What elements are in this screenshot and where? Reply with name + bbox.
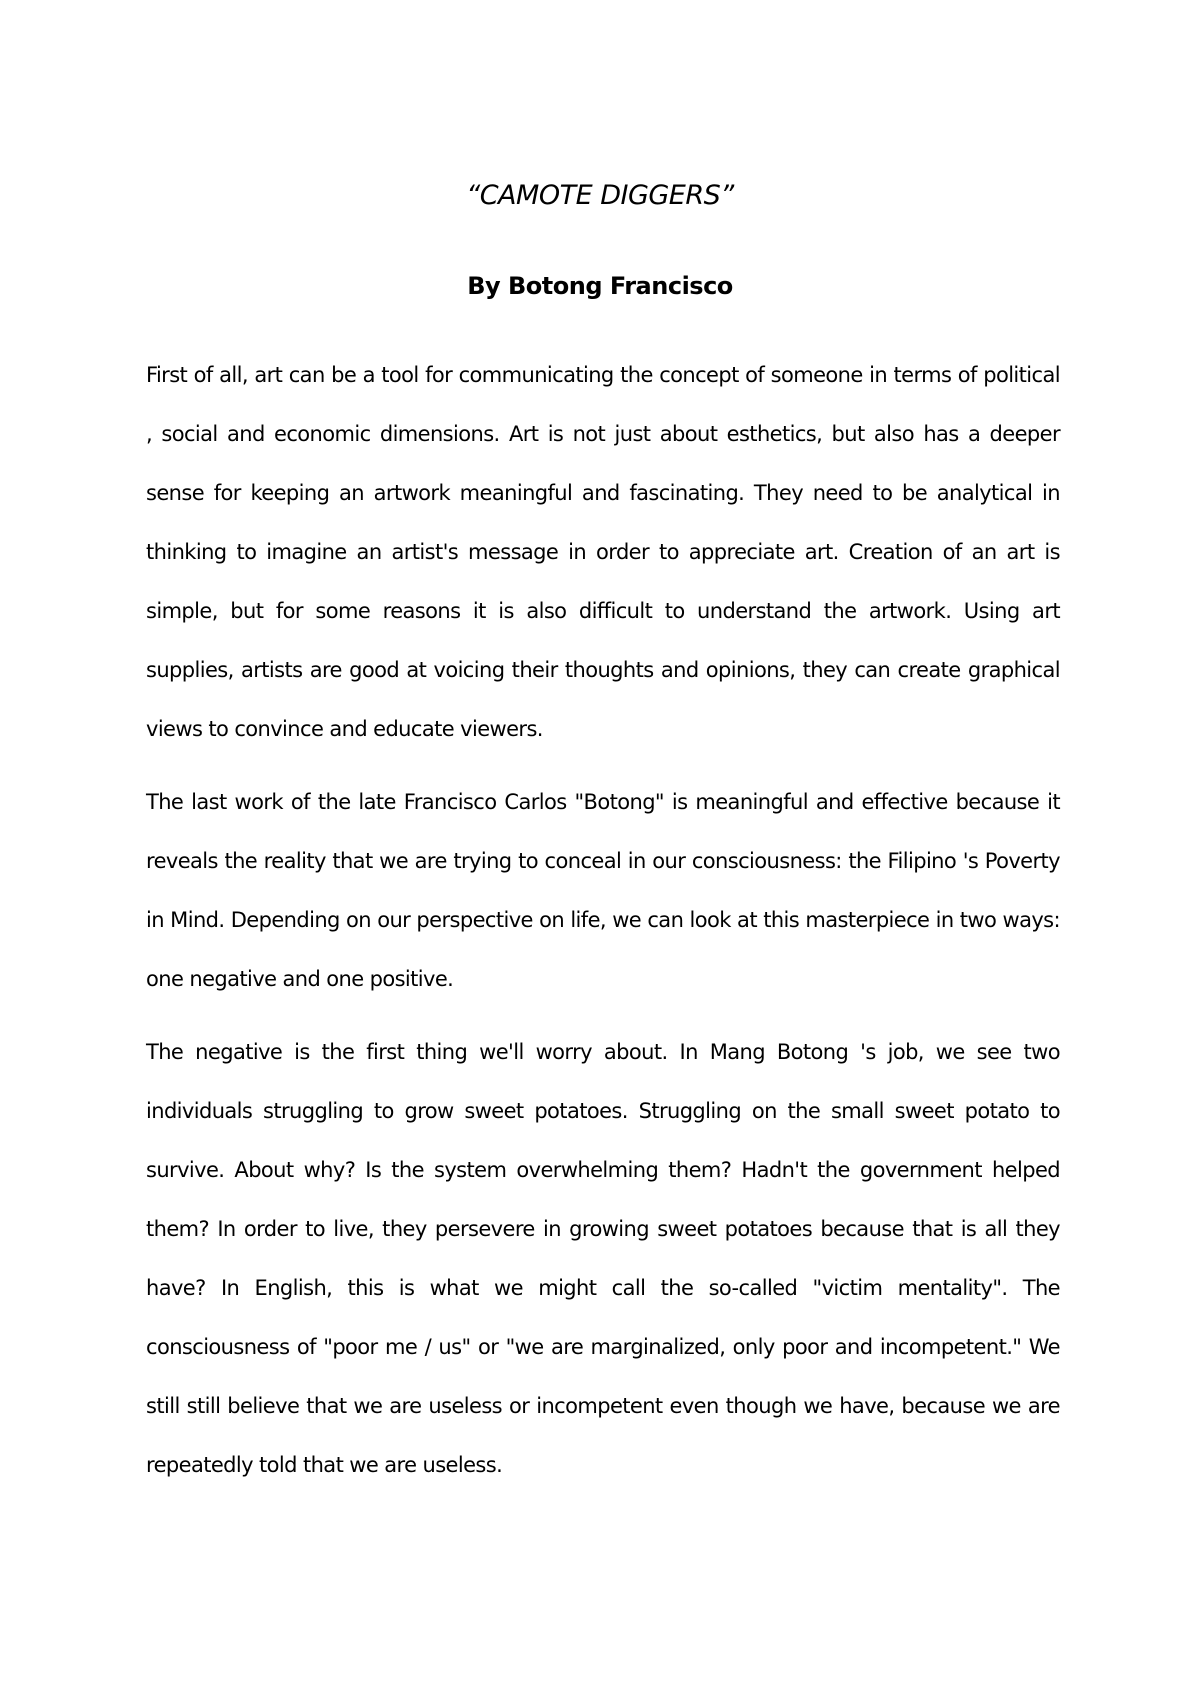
paragraph-3: The negative is the first thing we'll worry about. In Mang Botong 's job, we see two individuals struggling to grow sweet potatoes. Struggling on the small sweet potato to survive. About why? Is the system overwhelming them? Hadn't the government helped them? In order to live, they persevere in growing sweet potatoes because that is all they have? In English, this is what we might call the so-called "victim mentality". The consciousness of "poor me / us" or "we are marginalized, only poor and incompetent." We still still believe that we are useless or incompetent even though we have, because we are repeatedly told that we are useless.: [146, 1040, 1060, 1477]
document-byline: By Botong Francisco: [467, 272, 733, 300]
document-title: “CAMOTE DIGGERS”: [466, 180, 734, 211]
paragraph-2: The last work of the late Francisco Carlos "Botong" is meaningful and effective because it reveals the reality that we are trying to conceal in our consciousness: the Filipino 's Poverty in Mind. Depending on our perspective on life, we can look at this masterpiece in two ways: one negative and one positive.: [146, 790, 1060, 991]
paragraph-1: First of all, art can be a tool for communicating the concept of someone in terms of political , social and economic dimensions. Art is not just about esthetics, but also has a deeper sense for keeping an artwork meaningful and fascinating. They need to be analytical in thinking to imagine an artist's message in order to appreciate art. Creation of an art is simple, but for some reasons it is also difficult to understand the artwork. Using art supplies, artists are good at voicing their thoughts and opinions, they can create graphical views to convince and educate viewers.: [146, 363, 1060, 741]
document-body: [146, 346, 1060, 1509]
